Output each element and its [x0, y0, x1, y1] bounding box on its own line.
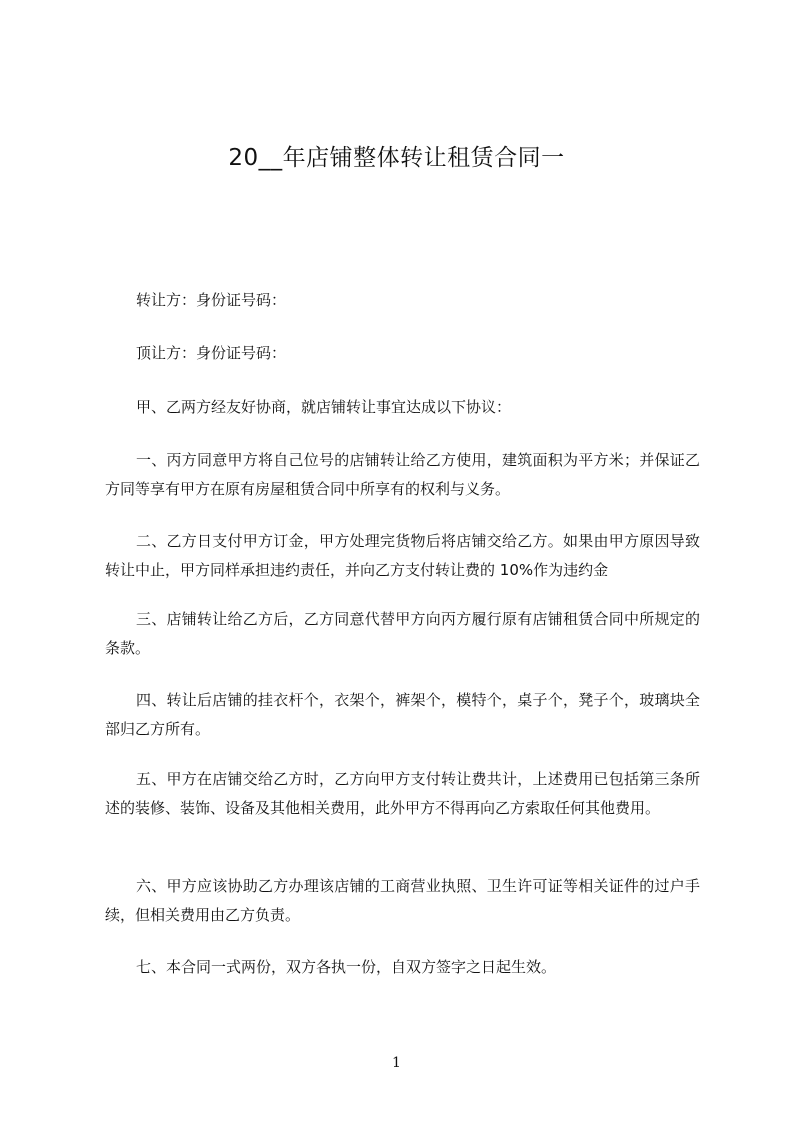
- paragraph-clause-1: 一、丙方同意甲方将自己位号的店铺转让给乙方使用，建筑面积为平方米；并保证乙方同等享有甲方在原有房屋租赁合同中所享有的权利与义务。: [105, 451, 700, 498]
- paragraph-clause-4: 四、转让后店铺的挂衣杆个，衣架个，裤架个，模特个，桌子个，凳子个，玻璃块全部归乙方所有。: [105, 691, 700, 738]
- paragraph-clause-5: 五、甲方在店铺交给乙方时，乙方向甲方支付转让费共计，上述费用已包括第三条所述的装修、装饰、设备及其他相关费用，此外甲方不得再向乙方索取任何其他费用。: [105, 770, 700, 817]
- paragraph-clause-3: 三、店铺转让给乙方后，乙方同意代替甲方向丙方履行原有店铺租赁合同中所规定的条款。: [105, 610, 700, 657]
- paragraph-transferee: 顶让方：身份证号码：: [136, 344, 287, 362]
- page-number: 1: [392, 1055, 401, 1071]
- paragraph-clause-6: 六、甲方应该协助乙方办理该店铺的工商营业执照、卫生许可证等相关证件的过户手续，但相关费用由乙方负责。: [105, 877, 700, 924]
- document-title: 20__年店铺整体转让租赁合同一: [228, 145, 565, 171]
- paragraph-clause-7: 七、本合同一式两份，双方各执一份，自双方签字之日起生效。: [136, 958, 557, 976]
- paragraph-transferor: 转让方：身份证号码：: [136, 291, 287, 309]
- paragraph-clause-2: 二、乙方日支付甲方订金，甲方处理完货物后将店铺交给乙方。如果由甲方原因导致转让中止，甲方同样承担违约责任，并向乙方支付转让费的 10%作为违约金: [105, 532, 700, 579]
- paragraph-agreement-intro: 甲、乙两方经友好协商，就店铺转让事宜达成以下协议：: [136, 398, 512, 416]
